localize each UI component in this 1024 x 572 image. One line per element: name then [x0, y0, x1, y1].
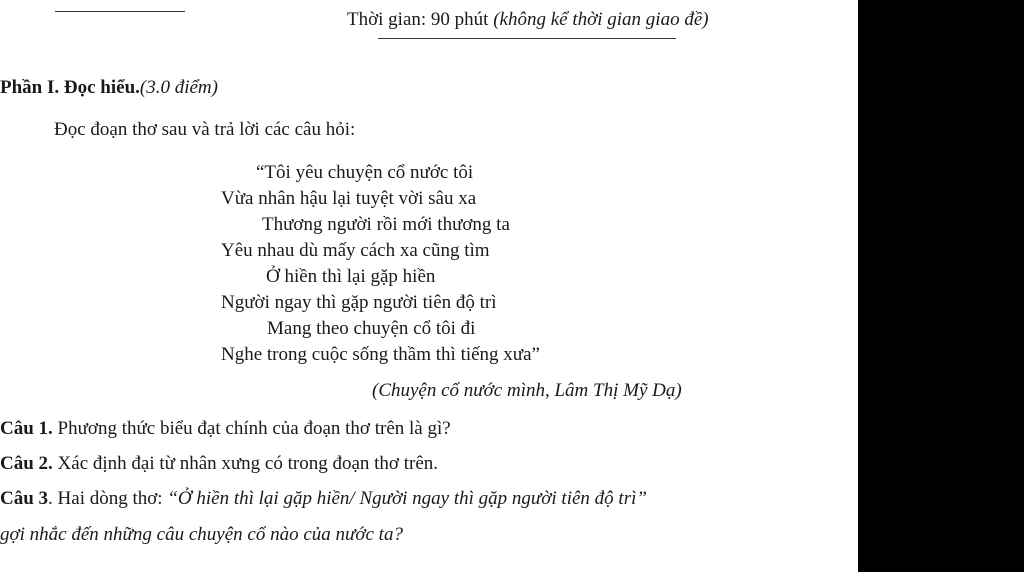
question-2-text: Xác định đại từ nhân xưng có trong đoạn thơ trên.	[52, 453, 439, 474]
question-3-continuation	[0, 524, 403, 546]
question-2	[0, 453, 438, 475]
section-heading	[0, 77, 218, 99]
question-2-label: Câu 2.	[0, 453, 53, 474]
poem-line: Thương người rồi mới thương ta	[262, 214, 510, 235]
exam-time	[347, 9, 709, 31]
question-1-label: Câu 1.	[0, 418, 53, 439]
poem-line: “Tôi yêu chuyện cổ nước tôi	[256, 162, 474, 183]
header-divider-left	[55, 11, 185, 12]
exam-time-label: Thời gian: 90 phút	[347, 9, 489, 30]
poem-line: Người ngay thì gặp người tiên độ trì	[221, 292, 497, 313]
question-3-quote: “Ở hiền thì lại gặp hiền/ Người ngay thì gặp người tiên độ trì”	[167, 488, 647, 509]
dark-screen-edge	[858, 0, 1024, 572]
poem-line: Ở hiền thì lại gặp hiền	[266, 266, 436, 287]
question-1	[0, 418, 451, 440]
question-1-text: Phương thức biểu đạt chính của đoạn thơ trên là gì?	[52, 418, 451, 439]
poem-line: Vừa nhân hậu lại tuyệt vời sâu xa	[221, 188, 477, 209]
poem-line: Nghe trong cuộc sống thầm thì tiếng xưa”	[221, 344, 540, 365]
poem-line: Mang theo chuyện cổ tôi đi	[267, 318, 476, 339]
cropped-header-text	[0, 0, 300, 6]
question-3-label: Câu 3	[0, 488, 49, 509]
poem-source	[372, 380, 682, 402]
question-3-text: . Hai dòng thơ:	[48, 488, 168, 509]
question-3	[0, 488, 647, 510]
exam-time-note: (không kể thời gian giao đề)	[493, 9, 709, 30]
question-3-continuation-text: gợi nhắc đến những câu chuyện cổ nào của nước ta?	[0, 524, 403, 545]
poem-line: Yêu nhau dù mấy cách xa cũng tìm	[221, 240, 490, 261]
poem-source-text: (Chuyện cổ nước mình, Lâm Thị Mỹ Dạ)	[372, 380, 682, 401]
section-points: (3.0 điểm)	[139, 77, 218, 98]
header-divider-right	[378, 38, 676, 39]
section-title: Phần I. Đọc hiểu.	[0, 77, 140, 98]
instruction-text: Đọc đoạn thơ sau và trả lời các câu hỏi:	[54, 119, 356, 140]
